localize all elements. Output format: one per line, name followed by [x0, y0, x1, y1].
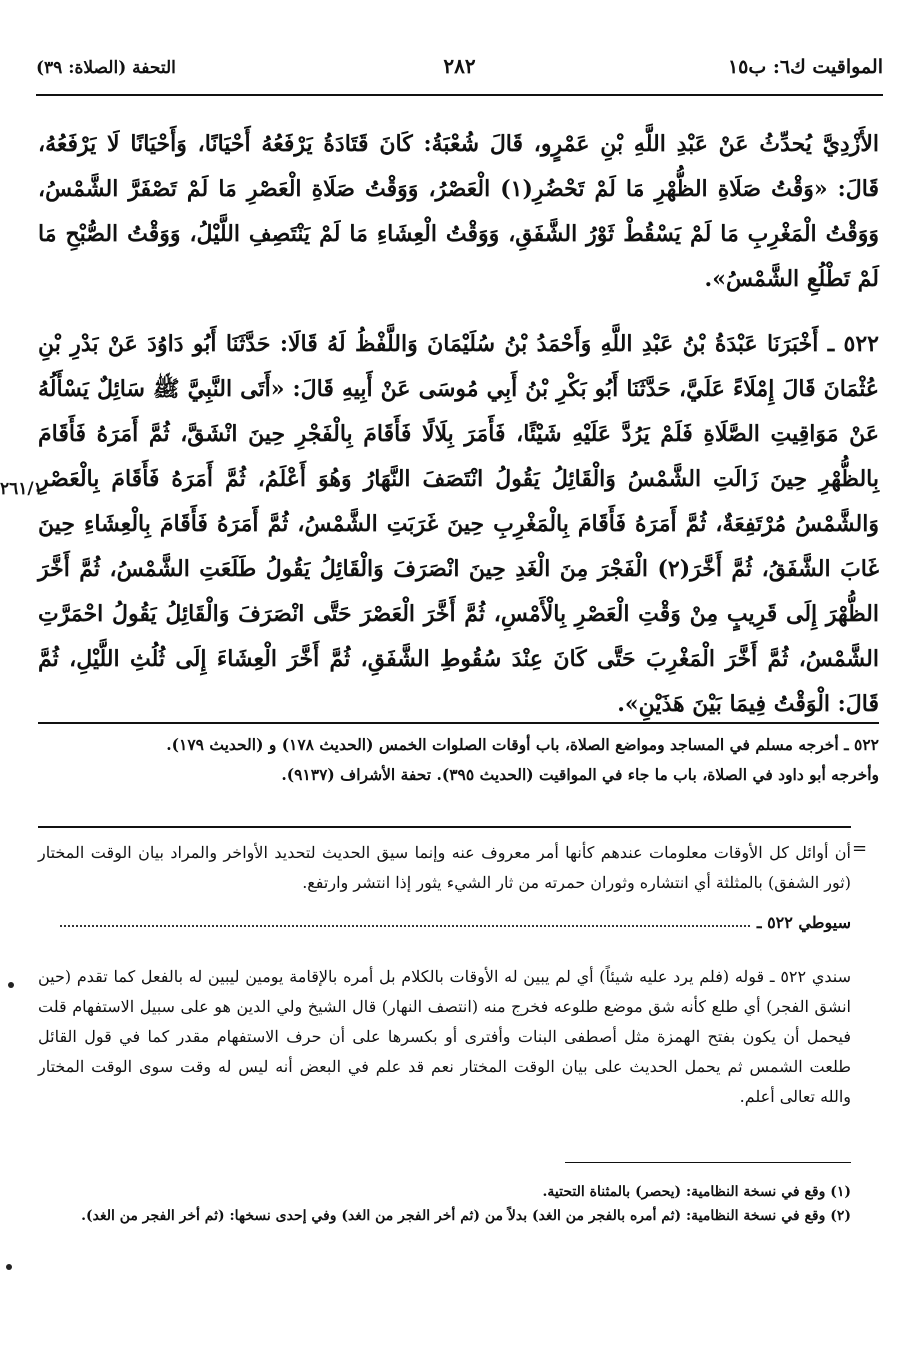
sindi-commentary: سندي ٥٢٢ ـ قوله (فلم يرد عليه شيئاً) أي لم يبين له الأوقات بالكلام بل أمره بالإقامة يومين ليبين له بالفعل كما تقدم (حين انشق الفجر) أي طلع كأنه شق موضع طلوعه فخرج منه (انتصف النهار) قال الشيخ ولي الدين هو على سبيل الاستفهام قلت فيحمل أن يكون بفتح الهمزة مثل أصطفى البنات وأفترى أو بكسرها على أن حرف الاستفهام مقدر كما في قول القائل طلعت الشمس ثم يحمل الحديث على بيان الوقت المختار نعم قد علم في البعض أنه ليس له وقت سوى الوقت المختار والله تعالى أعلم. [38, 967, 852, 1106]
margin-dot [8, 982, 14, 988]
hadith-522: ٥٢٢ ـ أَخْبَرَنَا عَبْدَةُ بْنُ عَبْدِ اللَّهِ وَأَحْمَدُ بْنُ سُلَيْمَانَ وَاللَّفْظُ لَهُ قَالَا: حَدَّثَنَا أَبُو دَاوُدَ عَنْ بَدْرِ بْنِ عُثْمَانَ قَالَ إِمْلَاءً عَلَيَّ، حَدَّثَنَا أَبُو بَكْرِ بْنُ أَبِي مُوسَى عَنْ أَبِيهِ قَالَ: «أَتَى النَّبِيَّ ﷺ سَائِلٌ يَسْأَلُهُ عَنْ مَوَاقِيتِ الصَّلَاةِ فَلَمْ يَرُدَّ عَلَيْهِ شَيْئًا، فَأَمَرَ بِلَالًا فَأَقَامَ بِالْفَجْرِ حِينَ انْشَقَّ، ثُمَّ أَمَرَهُ فَأَقَامَ بِالظُّهْرِ حِينَ زَالَتِ الشَّمْسُ وَالْقَائِلُ يَقُولُ انْتَصَفَ النَّهَارُ وَهُوَ أَعْلَمُ، ثُمَّ أَمَرَهُ فَأَقَامَ بِالْعَصْرِ وَالشَّمْسُ مُرْتَفِعَةٌ، ثُمَّ أَمَرَهُ فَأَقَامَ بِالْمَغْرِبِ حِينَ غَرَبَتِ الشَّمْسُ، ثُمَّ أَمَرَهُ فَأَقَامَ بِالْعِشَاءِ حِينَ غَابَ الشَّفَقُ، ثُمَّ أَخَّرَ(٢) الْفَجْرَ مِنَ الْغَدِ حِينَ انْصَرَفَ وَالْقَائِلُ يَقُولُ طَلَعَتِ الشَّمْسُ، ثُمَّ أَخَّرَ الظُّهْرَ إِلَى قَرِيبٍ مِنْ وَقْتِ الْعَصْرِ بِالْأَمْسِ، ثُمَّ أَخَّرَ الْعَصْرَ حَتَّى انْصَرَفَ وَالْقَائِلُ يَقُولُ احْمَرَّتِ الشَّمْسُ، ثُمَّ أَخَّرَ الْمَغْرِبَ حَتَّى كَانَ عِنْدَ سُقُوطِ الشَّفَقِ، ثُمَّ أَخَّرَ الْعِشَاءَ إِلَى ثُلُثِ اللَّيْلِ، ثُمَّ قَالَ: الْوَقْتُ فِيمَا بَيْنَ هَذَيْنِ». [38, 331, 879, 717]
hadith-continuation: الأَزْدِيَّ يُحدِّثُ عَنْ عَبْدِ اللَّهِ بْنِ عَمْرٍو، قَالَ شُعْبَةُ: كَانَ قَتَادَةُ يَرْفَعُهُ أَحْيَانًا، وَأَحْيَانًا لَا يَرْفَعُهُ، قَالَ: «وَقْتُ صَلَاةِ الظُّهْرِ مَا لَمْ تَحْضُرِ(١) الْعَصْرُ، وَوَقْتُ صَلَاةِ الْعَصْرِ مَا لَمْ تَصْفَرَّ الشَّمْسُ، وَوَقْتُ الْمَغْرِبِ مَا لَمْ يَسْقُطْ ثَوْرُ الشَّفَقِ، وَوَقْتُ الْعِشَاءِ مَا لَمْ يَنْتَصِفِ اللَّيْلُ، وَوَقْتُ الصُّبْحِ مَا لَمْ تَطْلُعِ الشَّمْسُ». [38, 131, 879, 292]
footnote-divider [565, 1162, 851, 1163]
suyuti-heading: سيوطي ٥٢٢ ـ [756, 913, 851, 932]
page-number: ٢٨٢ [443, 54, 476, 78]
takhrij-block [38, 730, 879, 790]
commentary-divider [38, 826, 851, 828]
commentary-continuation: أن أوائل كل الأوقات معلومات عندهم كأنها أمر معروف عنه وإنما سيق الحديث لتحديد الأواخر والمراد بيان الوقت المختار (ثور الشفق) بالمثلثة أي انتشاره وثوران حمرته من ثار الشيء يثور إذا انتشر وارتفع. [38, 843, 851, 892]
header-divider [36, 94, 883, 96]
takhrij-line: وأخرجه أبو داود في الصلاة، باب ما جاء في المواقيت (الحديث ٣٩٥). تحفة الأشراف (٩١٣٧). [281, 765, 879, 784]
continuation-mark: = [852, 838, 868, 859]
takhrij-line: ٥٢٢ ـ أخرجه مسلم في المساجد ومواضع الصلاة، باب أوقات الصلوات الخمس (الحديث ١٧٨) و (الحديث ١٧٩). [166, 735, 879, 754]
dotted-separator [60, 925, 750, 927]
margin-reference-number: ٢٦١/١ [0, 479, 43, 499]
takhrij-divider [38, 722, 879, 724]
margin-dot [6, 1264, 12, 1270]
page-header [36, 50, 883, 90]
footnote-2: (٢) وقع في نسخة النظامية: (ثم أمره بالفجر من الغد) بدلاً من (ثم أخر الفجر من الغد) وفي إحدى نسخها: (ثم أخر الفجر من الغد). [81, 1208, 851, 1224]
chapter-reference: المواقيت ك٦: ب١٥ [727, 56, 883, 78]
footnotes [38, 1180, 851, 1228]
footnote-1: (١) وقع في نسخة النظامية: (يحصر) بالمثناة التحتية. [542, 1184, 851, 1200]
tuhfa-reference: التحفة (الصلاة: ٣٩) [36, 58, 176, 78]
